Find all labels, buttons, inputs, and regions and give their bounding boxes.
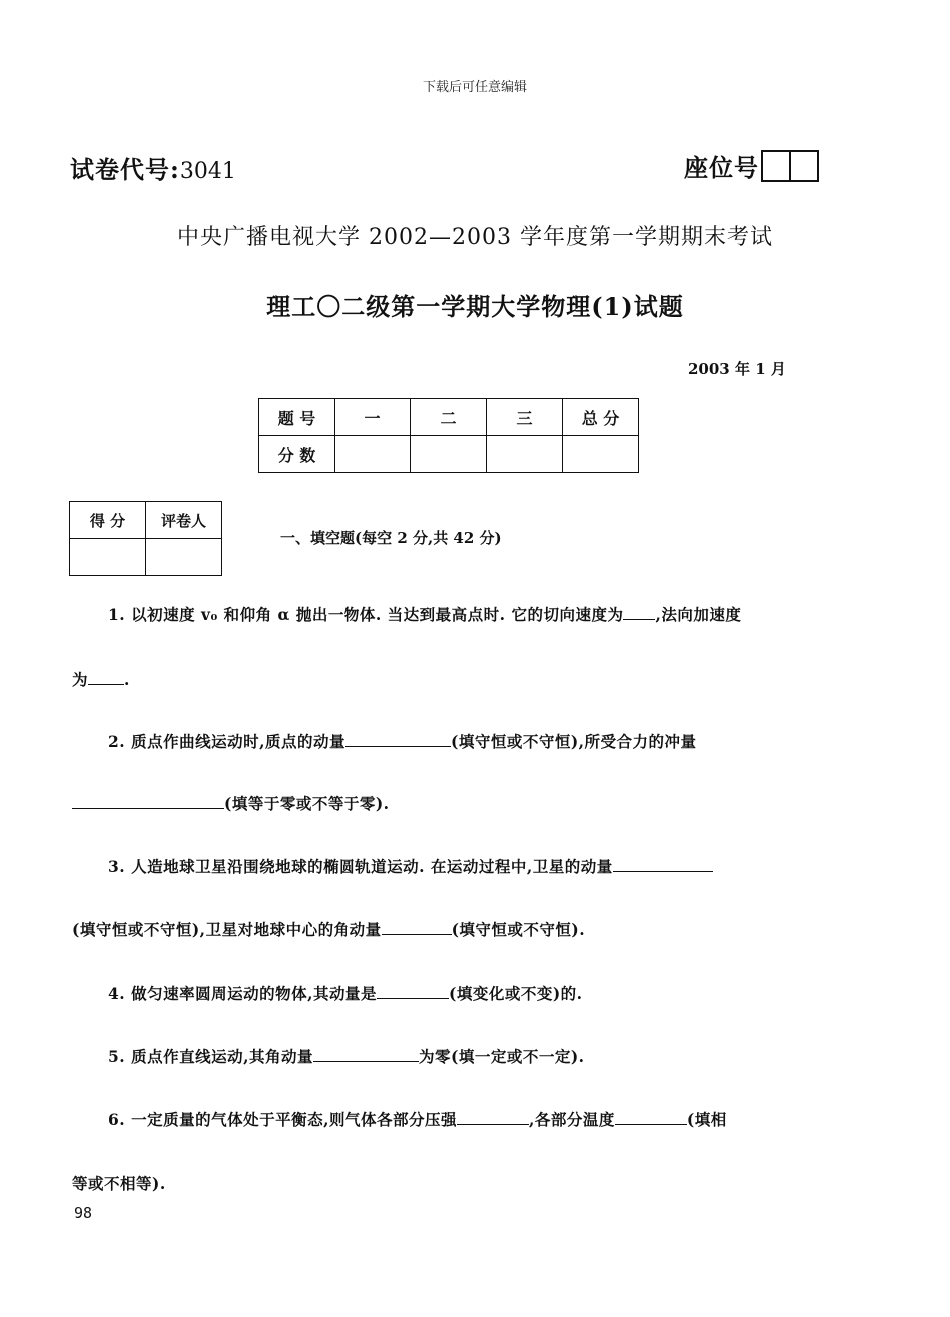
- question-2-line-1: [108, 730, 830, 752]
- answer-blank: [613, 856, 713, 873]
- seat-box: [761, 150, 819, 182]
- answer-blank: [345, 731, 451, 748]
- question-text: (填守恒或不守恒),卫星对地球中心的角动量: [72, 920, 382, 939]
- grader-table: [69, 501, 222, 576]
- answer-blank: [457, 1109, 529, 1126]
- score-table-header-cell: 一: [335, 399, 411, 436]
- seat-cell: [789, 152, 817, 180]
- score-table-row-label: 分 数: [259, 436, 335, 473]
- answer-blank: [377, 983, 449, 1000]
- question-text: (填守恒或不守恒),所受合力的冲量: [450, 732, 697, 751]
- page-number: 98: [74, 1204, 93, 1222]
- course-title: 理工〇二级第一学期大学物理(1)试题: [266, 292, 684, 321]
- question-text: 1. 以初速度 v₀ 和仰角 α 抛出一物体. 当达到最高点时. 它的切向速度为: [108, 605, 624, 624]
- question-1-line-1: [108, 603, 830, 625]
- question-text: 4. 做匀速率圆周运动的物体,其动量是: [108, 984, 377, 1003]
- seat-cell: [763, 152, 789, 180]
- question-6-line-2: [72, 1172, 830, 1194]
- grader-cell: [146, 539, 222, 576]
- score-cell: [411, 436, 487, 473]
- question-text: (填守恒或不守恒).: [451, 920, 586, 939]
- answer-blank: [72, 793, 224, 810]
- question-text: 6. 一定质量的气体处于平衡态,则气体各部分压强: [108, 1110, 457, 1129]
- score-cell: [563, 436, 639, 473]
- paper-code: [70, 150, 236, 185]
- question-5: [108, 1045, 830, 1067]
- score-table-header-cell: 三: [487, 399, 563, 436]
- question-3-line-1: [108, 855, 830, 877]
- question-text: 为零(填一定或不一定).: [418, 1047, 585, 1066]
- question-text: 3. 人造地球卫星沿围绕地球的椭圆轨道运动. 在运动过程中,卫星的动量: [108, 857, 613, 876]
- question-6-line-1: [108, 1108, 830, 1130]
- grader-table-header-row: [70, 502, 222, 539]
- answer-blank: [382, 919, 452, 936]
- grader-label: 评卷人: [146, 502, 222, 539]
- exam-title: 中央广播电视大学 2002—2003 学年度第一学期期末考试: [177, 225, 773, 250]
- score-cell: [335, 436, 411, 473]
- question-text: 5. 质点作直线运动,其角动量: [108, 1047, 313, 1066]
- score-table: [258, 398, 639, 473]
- answer-blank: [88, 669, 124, 686]
- score-cell: [70, 539, 146, 576]
- question-text: ,法向加速度: [655, 605, 742, 624]
- grader-table-blank-row: [70, 539, 222, 576]
- question-text: ,各部分温度: [528, 1110, 615, 1129]
- question-text: (填相: [686, 1110, 727, 1129]
- question-text: 2. 质点作曲线运动时,质点的动量: [108, 732, 345, 751]
- seat-label: 座位号: [684, 153, 759, 182]
- paper-code-label: 试卷代号:: [70, 155, 180, 184]
- question-text: (填等于零或不等于零).: [224, 794, 390, 813]
- score-table-header-cell: 题 号: [259, 399, 335, 436]
- score-table-score-row: [259, 436, 639, 473]
- question-text: 为: [72, 670, 89, 689]
- question-4: [108, 982, 830, 1004]
- exam-date: 2003 年 1 月: [688, 360, 786, 378]
- section-title: 一、填空题(每空 2 分,共 42 分): [280, 529, 502, 547]
- score-table-header-row: [259, 399, 639, 436]
- question-3-line-2: [72, 918, 830, 940]
- question-text: (填变化或不变)的.: [448, 984, 583, 1003]
- answer-blank: [615, 1109, 687, 1126]
- answer-blank: [313, 1046, 419, 1063]
- paper-code-value: 3041: [179, 159, 236, 184]
- answer-blank: [623, 604, 655, 621]
- header-note: 下载后可任意编辑: [422, 80, 527, 95]
- question-text: .: [124, 670, 130, 689]
- question-2-line-2: [72, 792, 830, 814]
- score-table-header-cell: 二: [411, 399, 487, 436]
- score-table-header-cell: 总 分: [563, 399, 639, 436]
- question-1-line-2: [72, 668, 830, 690]
- score-cell: [487, 436, 563, 473]
- question-text: 等或不相等).: [72, 1174, 166, 1193]
- seat-number: [684, 148, 819, 183]
- score-label: 得 分: [70, 502, 146, 539]
